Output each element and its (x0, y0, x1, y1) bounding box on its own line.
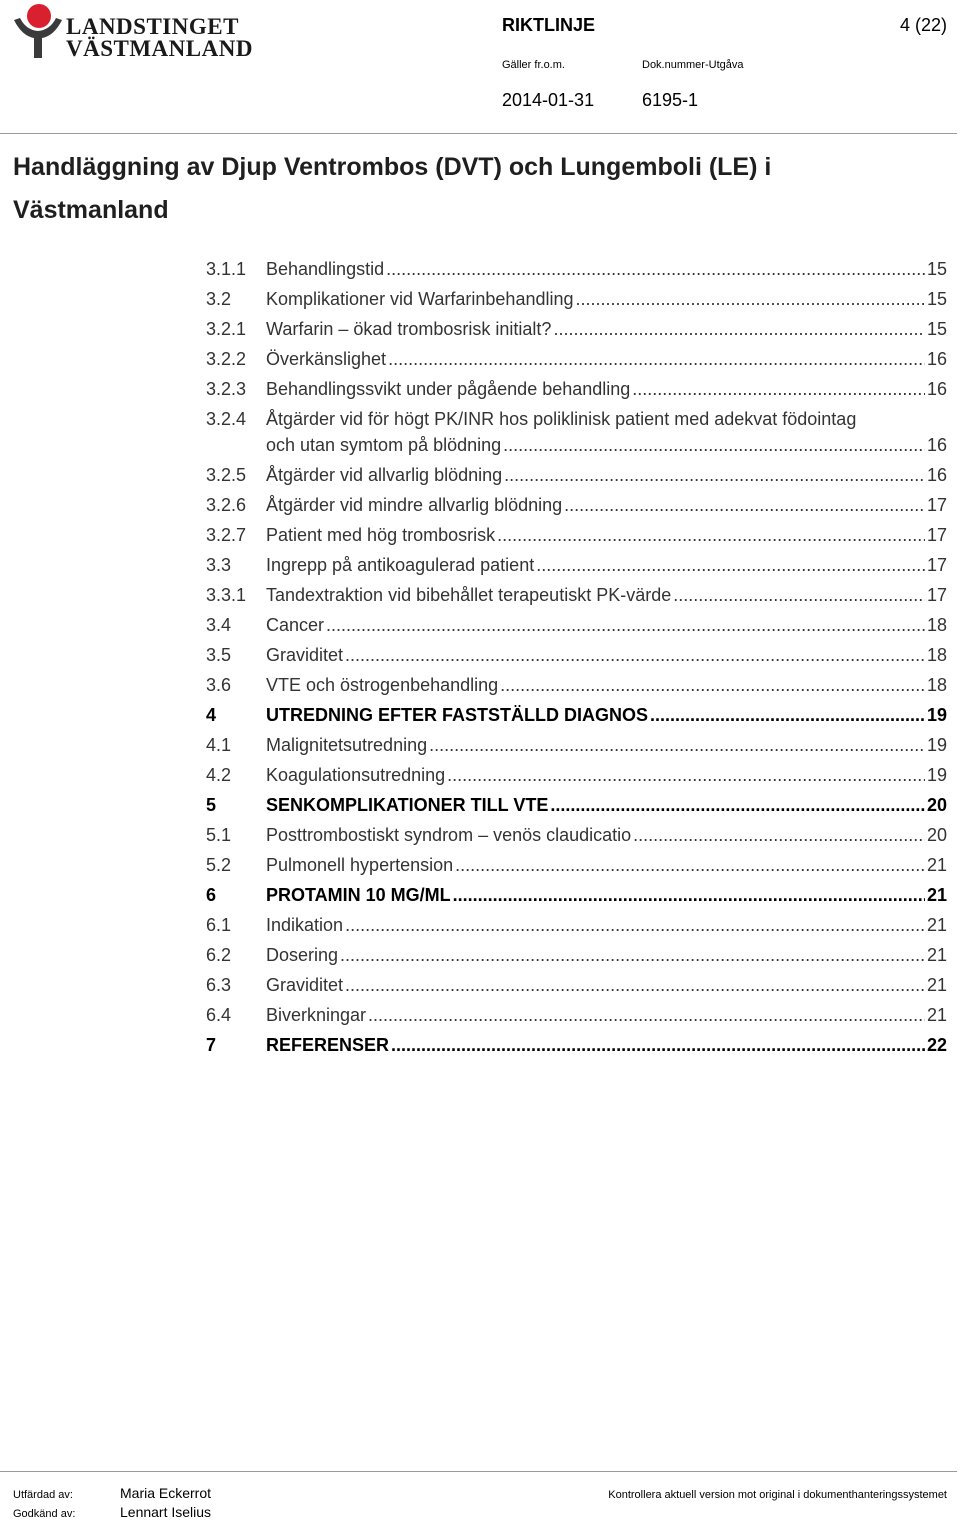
toc-leader-dots (345, 642, 925, 668)
toc-entry[interactable] (206, 880, 947, 910)
toc-entry-page: 19 (926, 765, 947, 785)
toc-entry-number: 3.6 (206, 675, 232, 695)
logo-text-line2: VÄSTMANLAND (66, 36, 253, 61)
toc-entry-page: 21 (926, 885, 947, 905)
toc-entry-title: VTE och östrogenbehandling (266, 675, 499, 695)
toc-leader-dots (388, 346, 925, 372)
toc-entry[interactable] (206, 1030, 947, 1060)
toc-entry-number: 3.1.1 (206, 259, 247, 279)
toc-entry-title: Komplikationer vid Warfarinbehandling (266, 289, 574, 309)
toc-entry-title: REFERENSER (266, 1035, 390, 1055)
toc-leader-dots (326, 612, 925, 638)
toc-entry-page: 15 (926, 319, 947, 339)
toc-entry-number: 6.4 (206, 1005, 232, 1025)
toc-entry-page: 18 (926, 675, 947, 695)
toc-entry-page: 21 (926, 1005, 947, 1025)
toc-leader-dots (340, 942, 925, 968)
footer-divider (0, 1471, 957, 1472)
toc-leader-dots (673, 582, 925, 608)
toc-entry-page: 21 (926, 915, 947, 935)
toc-entry-page: 21 (926, 945, 947, 965)
toc-entry[interactable] (206, 820, 947, 850)
toc-entry-number: 3.2.3 (206, 379, 247, 399)
toc-entry-title: UTREDNING EFTER FASTSTÄLLD DIAGNOS (266, 705, 648, 725)
toc-leader-dots (536, 552, 925, 578)
toc-entry-page: 17 (926, 585, 947, 605)
toc-entry-number: 5 (206, 795, 217, 815)
toc-entry-title: Warfarin – ökad trombosrisk initialt? (266, 319, 552, 339)
toc-entry-title: Biverkningar (266, 1005, 367, 1025)
toc-entry-number: 7 (206, 1035, 217, 1055)
toc-leader-dots (391, 1032, 925, 1058)
toc-entry-number: 3.2.6 (206, 495, 247, 515)
toc-leader-dots (368, 1002, 925, 1028)
document-title: Handläggning av Djup Ventrombos (DVT) och Lungemboli (LE) i Västmanland (13, 153, 772, 224)
toc-leader-dots (564, 492, 925, 518)
toc-entry[interactable] (206, 460, 947, 490)
toc-entry[interactable] (206, 254, 947, 284)
toc-entry[interactable] (206, 760, 947, 790)
toc-entry-title: Malignitetsutredning (266, 735, 428, 755)
toc-entry[interactable] (206, 284, 947, 314)
logo-mark-icon (12, 2, 62, 60)
toc-entry-title: Koagulationsutredning (266, 765, 446, 785)
toc-entry-number: 3.3 (206, 555, 232, 575)
toc-entry-page: 15 (926, 259, 947, 279)
toc-entry[interactable] (206, 790, 947, 820)
toc-entry[interactable] (206, 520, 947, 550)
toc-entry-number: 3.2.2 (206, 349, 247, 369)
page-number: 4 (22) (899, 15, 947, 35)
toc-entry[interactable] (206, 670, 947, 700)
toc-entry[interactable] (206, 344, 947, 374)
toc-entry[interactable] (206, 910, 947, 940)
toc-entry-number: 6.2 (206, 945, 232, 965)
toc-entry-number: 3.3.1 (206, 585, 247, 605)
toc-entry-number: 3.5 (206, 645, 232, 665)
toc-entry[interactable] (206, 490, 947, 520)
toc-entry-number: 3.2.4 (206, 409, 247, 429)
toc-leader-dots (633, 822, 925, 848)
toc-entry-number: 3.4 (206, 615, 232, 635)
doc-number-label: Dok.nummer-Utgåva (642, 59, 744, 71)
toc-leader-dots (500, 672, 925, 698)
table-of-contents (206, 254, 947, 1060)
toc-entry-page: 19 (926, 705, 947, 725)
toc-entry[interactable] (206, 850, 947, 880)
toc-entry-title-continued: och utan symtom på blödning (266, 435, 502, 455)
approved-by-label: Godkänd av: (13, 1508, 76, 1520)
toc-leader-dots (345, 972, 925, 998)
toc-leader-dots (504, 462, 925, 488)
toc-entry-title: Åtgärder vid mindre allvarlig blödning (266, 495, 563, 515)
toc-entry-page: 16 (926, 349, 947, 369)
toc-entry-page: 17 (926, 495, 947, 515)
toc-leader-dots (447, 762, 925, 788)
toc-entry-number: 3.2 (206, 289, 232, 309)
toc-entry-title: Ingrepp på antikoagulerad patient (266, 555, 535, 575)
toc-entry-number: 6.1 (206, 915, 232, 935)
toc-leader-dots (632, 376, 925, 402)
toc-entry-number: 3.2.5 (206, 465, 247, 485)
toc-entry-page: 21 (926, 975, 947, 995)
toc-entry[interactable] (206, 700, 947, 730)
toc-entry-page: 15 (926, 289, 947, 309)
toc-leader-dots (550, 792, 925, 818)
toc-entry-page: 17 (926, 525, 947, 545)
toc-entry-title: Behandlingstid (266, 259, 385, 279)
toc-entry[interactable] (206, 550, 947, 580)
toc-leader-dots (497, 522, 925, 548)
issued-by-value: Maria Eckerrot (120, 1485, 212, 1501)
toc-leader-dots (345, 912, 925, 938)
toc-leader-dots (453, 882, 925, 908)
toc-entry-title: Patient med hög trombosrisk (266, 525, 496, 545)
toc-entry[interactable] (206, 640, 947, 670)
toc-entry-title: Pulmonell hypertension (266, 855, 454, 875)
toc-leader-dots (650, 702, 925, 728)
toc-entry-title: Överkänslighet (266, 349, 387, 369)
toc-entry-page: 16 (926, 379, 947, 399)
toc-entry-number: 5.2 (206, 855, 232, 875)
valid-from-label: Gäller fr.o.m. (502, 59, 565, 71)
logo-text-line1: LANDSTINGET (66, 14, 239, 39)
header-divider (0, 133, 957, 134)
toc-entry-page: 20 (926, 795, 947, 815)
toc-entry[interactable] (206, 580, 947, 610)
toc-entry-number: 3.2.7 (206, 525, 247, 545)
toc-entry-title: Cancer (266, 615, 325, 635)
toc-leader-dots (455, 852, 925, 878)
issued-by-label: Utfärdad av: (13, 1489, 73, 1501)
toc-entry-title: Graviditet (266, 645, 344, 665)
toc-entry-title: Tandextraktion vid bibehållet terapeutiskt PK-värde (266, 585, 672, 605)
toc-entry[interactable] (206, 404, 947, 460)
toc-leader-dots (386, 256, 925, 282)
toc-entry[interactable] (206, 940, 947, 970)
toc-entry-number: 4 (206, 705, 217, 725)
toc-entry[interactable] (206, 610, 947, 640)
toc-entry-page: 20 (926, 825, 947, 845)
toc-entry[interactable] (206, 1000, 947, 1030)
toc-entry[interactable] (206, 970, 947, 1000)
toc-entry-number: 3.2.1 (206, 319, 247, 339)
doc-number-value: 6195-1 (642, 90, 699, 110)
organization-logo (12, 2, 253, 61)
toc-entry-number: 4.1 (206, 735, 232, 755)
document-type: RIKTLINJE (502, 15, 596, 35)
toc-entry-title: PROTAMIN 10 MG/ML (266, 885, 451, 905)
toc-entry-title: Dosering (266, 945, 339, 965)
toc-entry-page: 22 (926, 1035, 947, 1055)
toc-leader-dots (553, 316, 925, 342)
toc-entry[interactable] (206, 374, 947, 404)
toc-entry-title: Indikation (266, 915, 344, 935)
toc-entry-title: Graviditet (266, 975, 344, 995)
toc-entry-title: Posttrombostiskt syndrom – venös claudicatio (266, 825, 632, 845)
approved-by-value: Lennart Iselius (120, 1504, 212, 1520)
version-control-note: Kontrollera aktuell version mot original i dokumenthanteringssystemet (608, 1489, 947, 1501)
toc-leader-dots (429, 732, 925, 758)
toc-entry-page: 16 (926, 465, 947, 485)
toc-entry-number: 5.1 (206, 825, 232, 845)
valid-from-value: 2014-01-31 (502, 90, 595, 110)
toc-entry-page: 16 (926, 435, 947, 455)
toc-entry-page: 19 (926, 735, 947, 755)
toc-entry-title: Behandlingssvikt under pågående behandling (266, 379, 631, 399)
toc-entry-title: Åtgärder vid allvarlig blödning (266, 465, 503, 485)
toc-entry-page: 18 (926, 645, 947, 665)
toc-entry[interactable] (206, 730, 947, 760)
toc-entry-page: 18 (926, 615, 947, 635)
toc-leader-dots (503, 432, 925, 458)
toc-entry-title: Åtgärder vid för högt PK/INR hos poliklinisk patient med adekvat födointag (266, 409, 857, 429)
toc-entry-page: 17 (926, 555, 947, 575)
toc-entry[interactable] (206, 314, 947, 344)
toc-entry-page: 21 (926, 855, 947, 875)
toc-leader-dots (576, 286, 925, 312)
toc-entry-number: 6 (206, 885, 217, 905)
toc-entry-number: 6.3 (206, 975, 232, 995)
toc-entry-title: SENKOMPLIKATIONER TILL VTE (266, 795, 549, 815)
toc-entry-number: 4.2 (206, 765, 232, 785)
